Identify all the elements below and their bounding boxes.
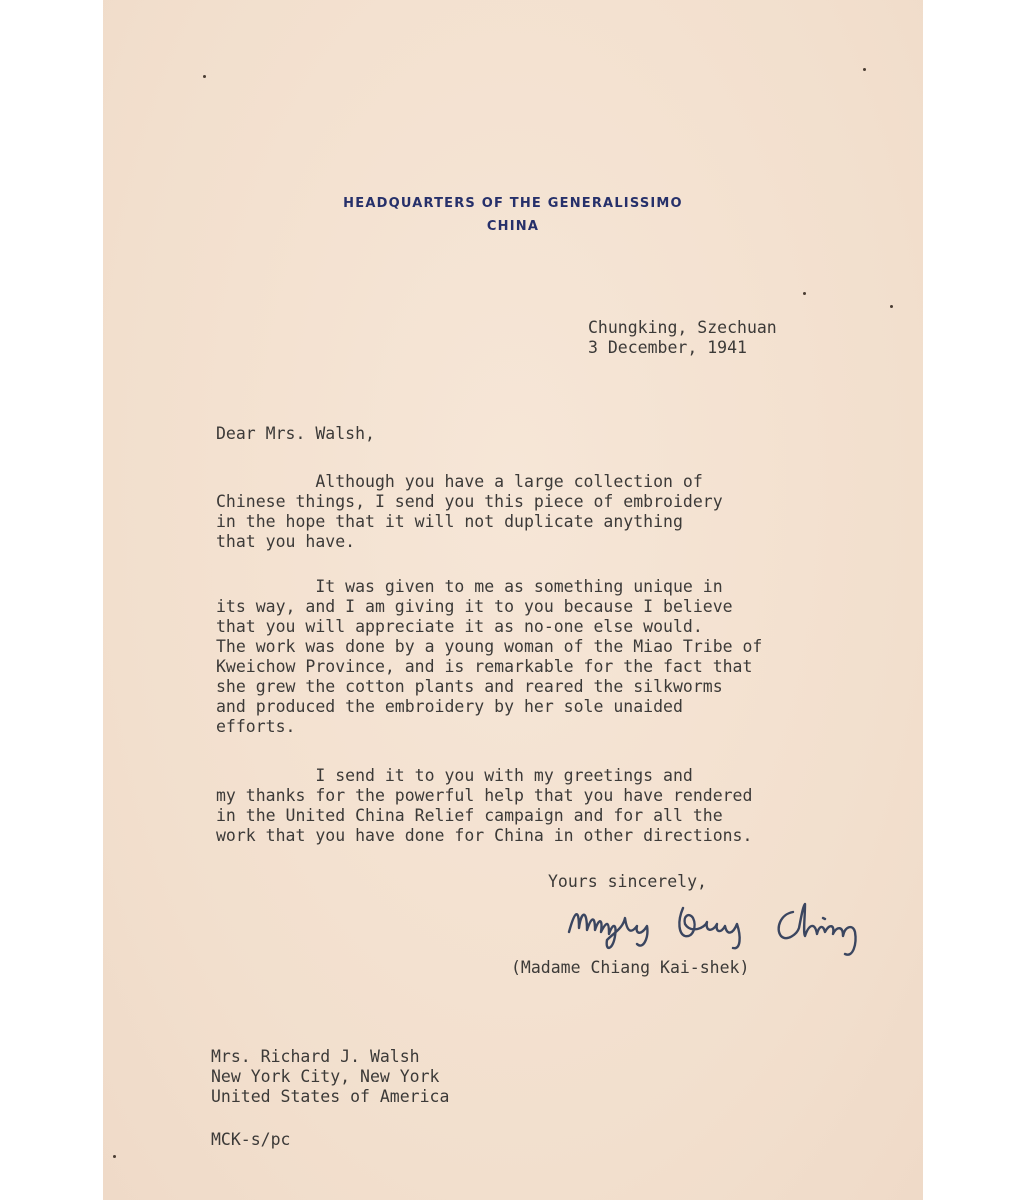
recipient-address bbox=[211, 1047, 449, 1107]
paper-speck bbox=[113, 1155, 116, 1158]
typed-signatory-name: (Madame Chiang Kai-shek) bbox=[511, 958, 750, 977]
complimentary-closing: Yours sincerely, bbox=[548, 872, 707, 891]
paper-speck bbox=[803, 292, 806, 295]
paper-speck bbox=[890, 305, 893, 308]
body-paragraph-1: Although you have a large collection of Chinese things, I send you this piece of embroidery in the hope that it will not duplicate anything that you have. bbox=[216, 472, 723, 551]
dateline-place: Chungking, Szechuan bbox=[588, 318, 777, 337]
reference-initials: MCK-s/pc bbox=[211, 1130, 291, 1149]
letter-paper bbox=[103, 0, 923, 1200]
letterhead-country: CHINA bbox=[486, 219, 540, 234]
recipient-country: United States of America bbox=[211, 1087, 450, 1106]
paper-speck bbox=[863, 68, 866, 71]
dateline-date: 3 December, 1941 bbox=[588, 338, 747, 357]
signature-strokes bbox=[569, 904, 856, 955]
body-paragraph-2: It was given to me as something unique in its way, and I am giving it to you because I believe that you will appreciate it as no-one else would. The work was done by a young woman of the Miao Tribe of Kweichow Province, and is remarkable for the fact that she grew the cotton plants and reared the silkworms and produced the embroidery by her sole unaided efforts. bbox=[216, 577, 763, 736]
recipient-name: Mrs. Richard J. Walsh bbox=[211, 1047, 420, 1066]
letterhead-title: HEADQUARTERS OF THE GENERALISSIMO bbox=[343, 196, 683, 211]
handwritten-signature bbox=[565, 888, 895, 968]
recipient-city: New York City, New York bbox=[211, 1067, 440, 1086]
body-paragraph-3: I send it to you with my greetings and my thanks for the powerful help that you have rendered in the United China Relief campaign and for all the work that you have done for China in other directions. bbox=[216, 766, 753, 845]
dateline bbox=[588, 318, 777, 358]
salutation: Dear Mrs. Walsh, bbox=[216, 424, 375, 443]
paper-speck bbox=[203, 75, 206, 78]
